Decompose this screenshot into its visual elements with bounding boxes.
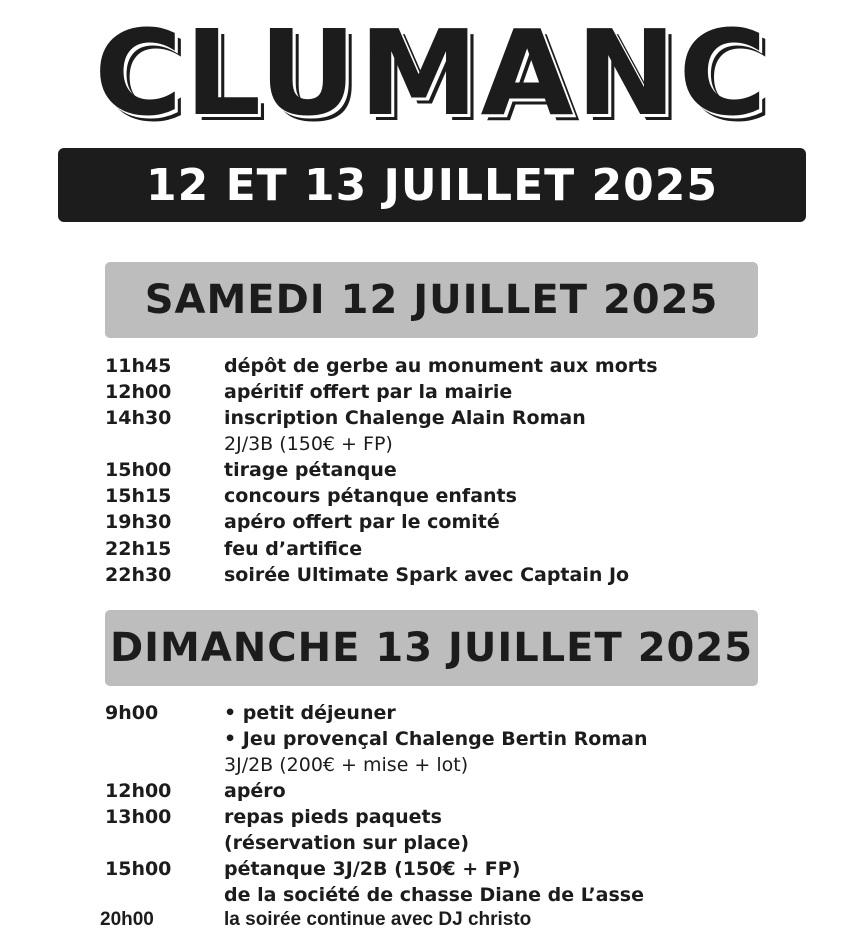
schedule-row <box>0 726 863 752</box>
schedule-desc: inscription Chalenge Alain Roman <box>224 407 586 429</box>
schedule-row <box>0 804 863 830</box>
schedule-time: 15h00 <box>105 858 172 880</box>
schedule-desc: • Jeu provençal Chalenge Bertin Roman <box>224 728 648 750</box>
schedule-desc: feu d’artifice <box>224 538 363 560</box>
schedule-desc: repas pieds paquets <box>224 806 442 828</box>
schedule-desc: 3J/2B (200€ + mise + lot) <box>224 754 469 776</box>
schedule-time: 20h00 <box>100 909 154 930</box>
schedule-row <box>0 379 863 405</box>
schedule-time: 15h15 <box>105 485 172 507</box>
schedule-time: 14h30 <box>105 407 172 429</box>
schedule-desc: • petit déjeuner <box>224 702 396 724</box>
event-dates: 12 ET 13 JUILLET 2025 <box>146 159 718 211</box>
event-title: CLUMANC <box>94 4 769 142</box>
sunday-header-label: DIMANCHE 13 JUILLET 2025 <box>109 625 754 671</box>
schedule-time: 22h30 <box>105 564 172 586</box>
schedule-time: 13h00 <box>105 806 172 828</box>
schedule-row <box>0 431 863 457</box>
schedule-row <box>0 778 863 804</box>
schedule-desc: apéro <box>224 780 286 802</box>
schedule-desc: soirée Ultimate Spark avec Captain Jo <box>224 564 630 586</box>
schedule-time: 22h15 <box>105 538 172 560</box>
schedule-desc: tirage pétanque <box>224 459 397 481</box>
schedule-row <box>0 856 863 882</box>
schedule-row <box>0 509 863 535</box>
schedule-time: 12h00 <box>105 381 172 403</box>
schedule-time: 19h30 <box>105 511 172 533</box>
schedule-desc: apéro offert par le comité <box>224 511 500 533</box>
schedule-desc: dépôt de gerbe au monument aux morts <box>224 355 658 377</box>
saturday-header-label: SAMEDI 12 JUILLET 2025 <box>144 277 719 323</box>
schedule-row <box>0 700 863 726</box>
schedule-desc: pétanque 3J/2B (150€ + FP) <box>224 858 521 880</box>
schedule-row <box>0 457 863 483</box>
schedule-desc: (réservation sur place) <box>224 832 470 854</box>
schedule-desc: apéritif offert par la mairie <box>224 381 513 403</box>
schedule-row <box>0 752 863 778</box>
schedule-row <box>0 536 863 562</box>
schedule-time: 12h00 <box>105 780 172 802</box>
saturday-header <box>105 262 758 338</box>
schedule-row <box>0 882 863 908</box>
sunday-header <box>105 610 758 686</box>
schedule-desc: de la société de chasse Diane de L’asse <box>224 884 645 906</box>
schedule-row <box>0 907 863 933</box>
schedule-desc: 2J/3B (150€ + FP) <box>224 433 393 455</box>
schedule-row <box>0 483 863 509</box>
schedule-row <box>0 405 863 431</box>
event-dates-banner <box>58 148 806 222</box>
schedule-row <box>0 353 863 379</box>
schedule-row <box>0 830 863 856</box>
schedule-desc: la soirée continue avec DJ christo <box>224 909 532 930</box>
schedule-time: 15h00 <box>105 459 172 481</box>
schedule-time: 9h00 <box>105 702 159 724</box>
schedule-desc: concours pétanque enfants <box>224 485 517 507</box>
schedule-time: 11h45 <box>105 355 172 377</box>
schedule-row <box>0 562 863 588</box>
